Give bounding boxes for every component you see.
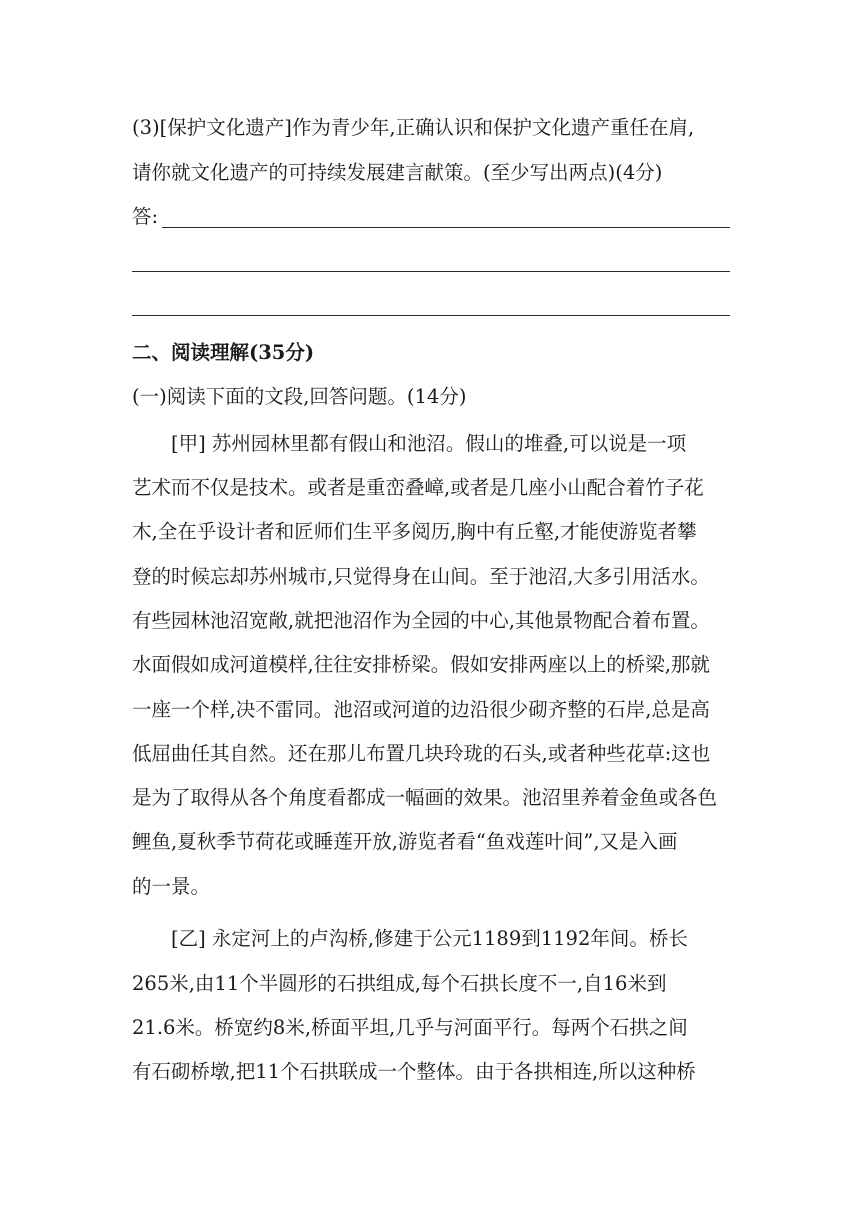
answer-line-3[interactable] — [132, 315, 730, 316]
passage-jia-line: 一座一个样,决不雷同。池沼或河道的边沿很少砌齐整的石岸,总是高 — [132, 698, 710, 721]
question-3-line-2: 请你就文化遗产的可持续发展建言献策。(至少写出两点)(4分) — [132, 161, 663, 184]
passage-jia-line: 的一景。 — [132, 875, 211, 898]
passage-jia-line: 低屈曲任其自然。还在那儿布置几块玲珑的石头,或者种些花草:这也 — [132, 742, 711, 765]
passage-jia-line: 登的时候忘却苏州城市,只觉得身在山间。至于池沼,大多引用活水。 — [132, 565, 710, 588]
answer-label: 答: — [132, 205, 159, 228]
section-heading: 二、阅读理解(35分) — [132, 341, 315, 364]
passage-jia-line: 艺术而不仅是技术。或者是重峦叠嶂,或者是几座小山配合着竹子花 — [132, 476, 704, 499]
answer-line-1[interactable] — [162, 227, 730, 228]
passage-jia-line: 木,全在乎设计者和匠师们生平多阅历,胸中有丘壑,才能使游览者攀 — [132, 520, 697, 543]
passage-jia-line: 是为了取得从各个角度看都成一幅画的效果。池沼里养着金鱼或各色 — [132, 786, 718, 809]
passage-yi-line: 有石砌桥墩,把11个石拱联成一个整体。由于各拱相连,所以这种桥 — [132, 1060, 696, 1083]
passage-jia-line: [甲] 苏州园林里都有假山和池沼。假山的堆叠,可以说是一项 — [171, 432, 687, 455]
passage-jia-line: 鲤鱼,夏秋季节荷花或睡莲开放,游览者看“鱼戏莲叶间”,又是入画 — [132, 830, 678, 853]
passage-yi-line: 265米,由11个半圆形的石拱组成,每个石拱长度不一,自16米到 — [132, 972, 667, 995]
part-1-instruction: (一)阅读下面的文段,回答问题。(14分) — [132, 385, 467, 408]
question-3-line-1: (3)[保护文化遗产]作为青少年,正确认识和保护文化遗产重任在肩, — [132, 116, 695, 139]
passage-yi-line: [乙] 永定河上的卢沟桥,修建于公元1189到1192年间。桥长 — [171, 927, 688, 950]
passage-jia-line: 有些园林池沼宽敞,就把池沼作为全园的中心,其他景物配合着布置。 — [132, 609, 710, 632]
answer-line-2[interactable] — [132, 271, 730, 272]
passage-yi-line: 21.6米。桥宽约8米,桥面平坦,几乎与河面平行。每两个石拱之间 — [132, 1016, 688, 1039]
passage-jia-line: 水面假如成河道模样,往往安排桥梁。假如安排两座以上的桥梁,那就 — [132, 653, 710, 676]
